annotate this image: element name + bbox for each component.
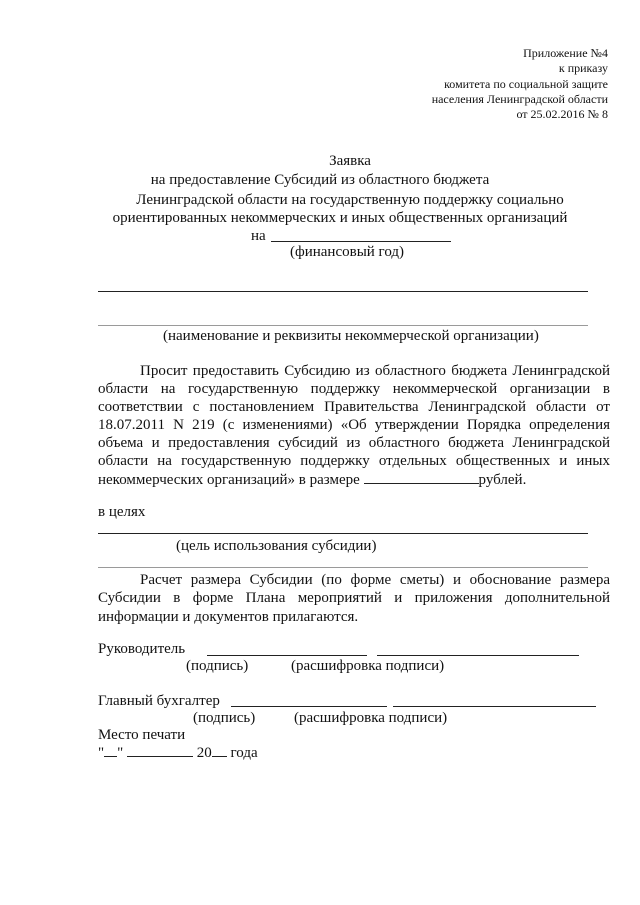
purpose-extra-field[interactable] bbox=[98, 567, 588, 568]
request-line-4: 18.07.2011 N 219 (с изменениями) «Об утверждении Порядка определения bbox=[98, 417, 610, 433]
request-line-7 bbox=[98, 471, 526, 490]
date-line bbox=[98, 744, 258, 763]
title-year-prefix: на bbox=[251, 228, 266, 244]
head-name-field[interactable] bbox=[377, 655, 579, 656]
title-line-4: ориентированных некоммерческих и иных общественных организаций bbox=[112, 210, 568, 226]
purpose-label: в целях bbox=[98, 504, 146, 520]
title-line-3: Ленинградской области на государственную поддержку социально bbox=[136, 192, 564, 208]
date-month-field[interactable] bbox=[127, 744, 193, 757]
org-name-field[interactable] bbox=[98, 291, 588, 292]
accountant-label: Главный бухгалтер bbox=[98, 693, 220, 709]
date-day-field[interactable] bbox=[104, 744, 117, 757]
accountant-sign-caption: (подпись) bbox=[193, 710, 256, 726]
appendix-region: населения Ленинградской области bbox=[431, 92, 608, 106]
financial-year-field[interactable] bbox=[271, 241, 451, 242]
document-title: Заявка bbox=[329, 153, 371, 169]
title-line-2: на предоставление Субсидий из областного бюджета bbox=[150, 172, 490, 188]
request-line-3: соответствии с постановлением Правительства Ленинградской области от bbox=[98, 399, 610, 415]
request-line-6: области на государственную поддержку отдельных общественных и иных bbox=[98, 453, 610, 469]
stamp-label: Место печати bbox=[98, 727, 186, 743]
financial-year-caption: (финансовый год) bbox=[290, 244, 405, 260]
request-line-2: области на государственную поддержку некоммерческой организации в bbox=[98, 381, 610, 397]
purpose-field[interactable] bbox=[98, 533, 588, 534]
subsidy-amount-field[interactable] bbox=[364, 471, 479, 484]
head-sign-caption: (подпись) bbox=[186, 658, 249, 674]
head-signature-field[interactable] bbox=[207, 655, 367, 656]
org-details-field[interactable] bbox=[98, 325, 588, 326]
purpose-caption: (цель использования субсидии) bbox=[176, 538, 377, 554]
head-decode-caption: (расшифровка подписи) bbox=[291, 658, 445, 674]
calc-line-1: Расчет размера Субсидии (по форме сметы) и обоснование размера bbox=[140, 572, 610, 588]
date-year-field[interactable] bbox=[212, 744, 227, 757]
date-quote-close: " bbox=[117, 745, 124, 761]
accountant-decode-caption: (расшифровка подписи) bbox=[294, 710, 448, 726]
head-label: Руководитель bbox=[98, 641, 186, 657]
date-quote-open: " bbox=[98, 745, 105, 761]
org-caption: (наименование и реквизиты некоммерческой организации) bbox=[163, 328, 539, 344]
appendix-order-ref: к приказу bbox=[558, 61, 608, 75]
request-line-5: объема и предоставления субсидий из областного бюджета Ленинградской bbox=[98, 435, 610, 451]
calc-line-2: Субсидии в форме Плана мероприятий и приложения дополнительной bbox=[98, 590, 610, 606]
accountant-name-field[interactable] bbox=[393, 706, 596, 707]
date-suffix: года bbox=[230, 745, 258, 761]
accountant-signature-field[interactable] bbox=[231, 706, 387, 707]
date-year-prefix: 20 bbox=[196, 745, 212, 761]
appendix-date: от 25.02.2016 № 8 bbox=[516, 107, 608, 121]
appendix-committee: комитета по социальной защите bbox=[444, 77, 608, 91]
appendix-number: Приложение №4 bbox=[523, 46, 608, 60]
request-amount-prefix: некоммерческих организаций» в размере bbox=[98, 472, 360, 488]
request-amount-suffix: рублей. bbox=[478, 472, 527, 488]
request-line-1: Просит предоставить Субсидию из областного бюджета Ленинградской bbox=[140, 363, 610, 379]
calc-line-3: информации и документов прилагаются. bbox=[98, 609, 359, 625]
